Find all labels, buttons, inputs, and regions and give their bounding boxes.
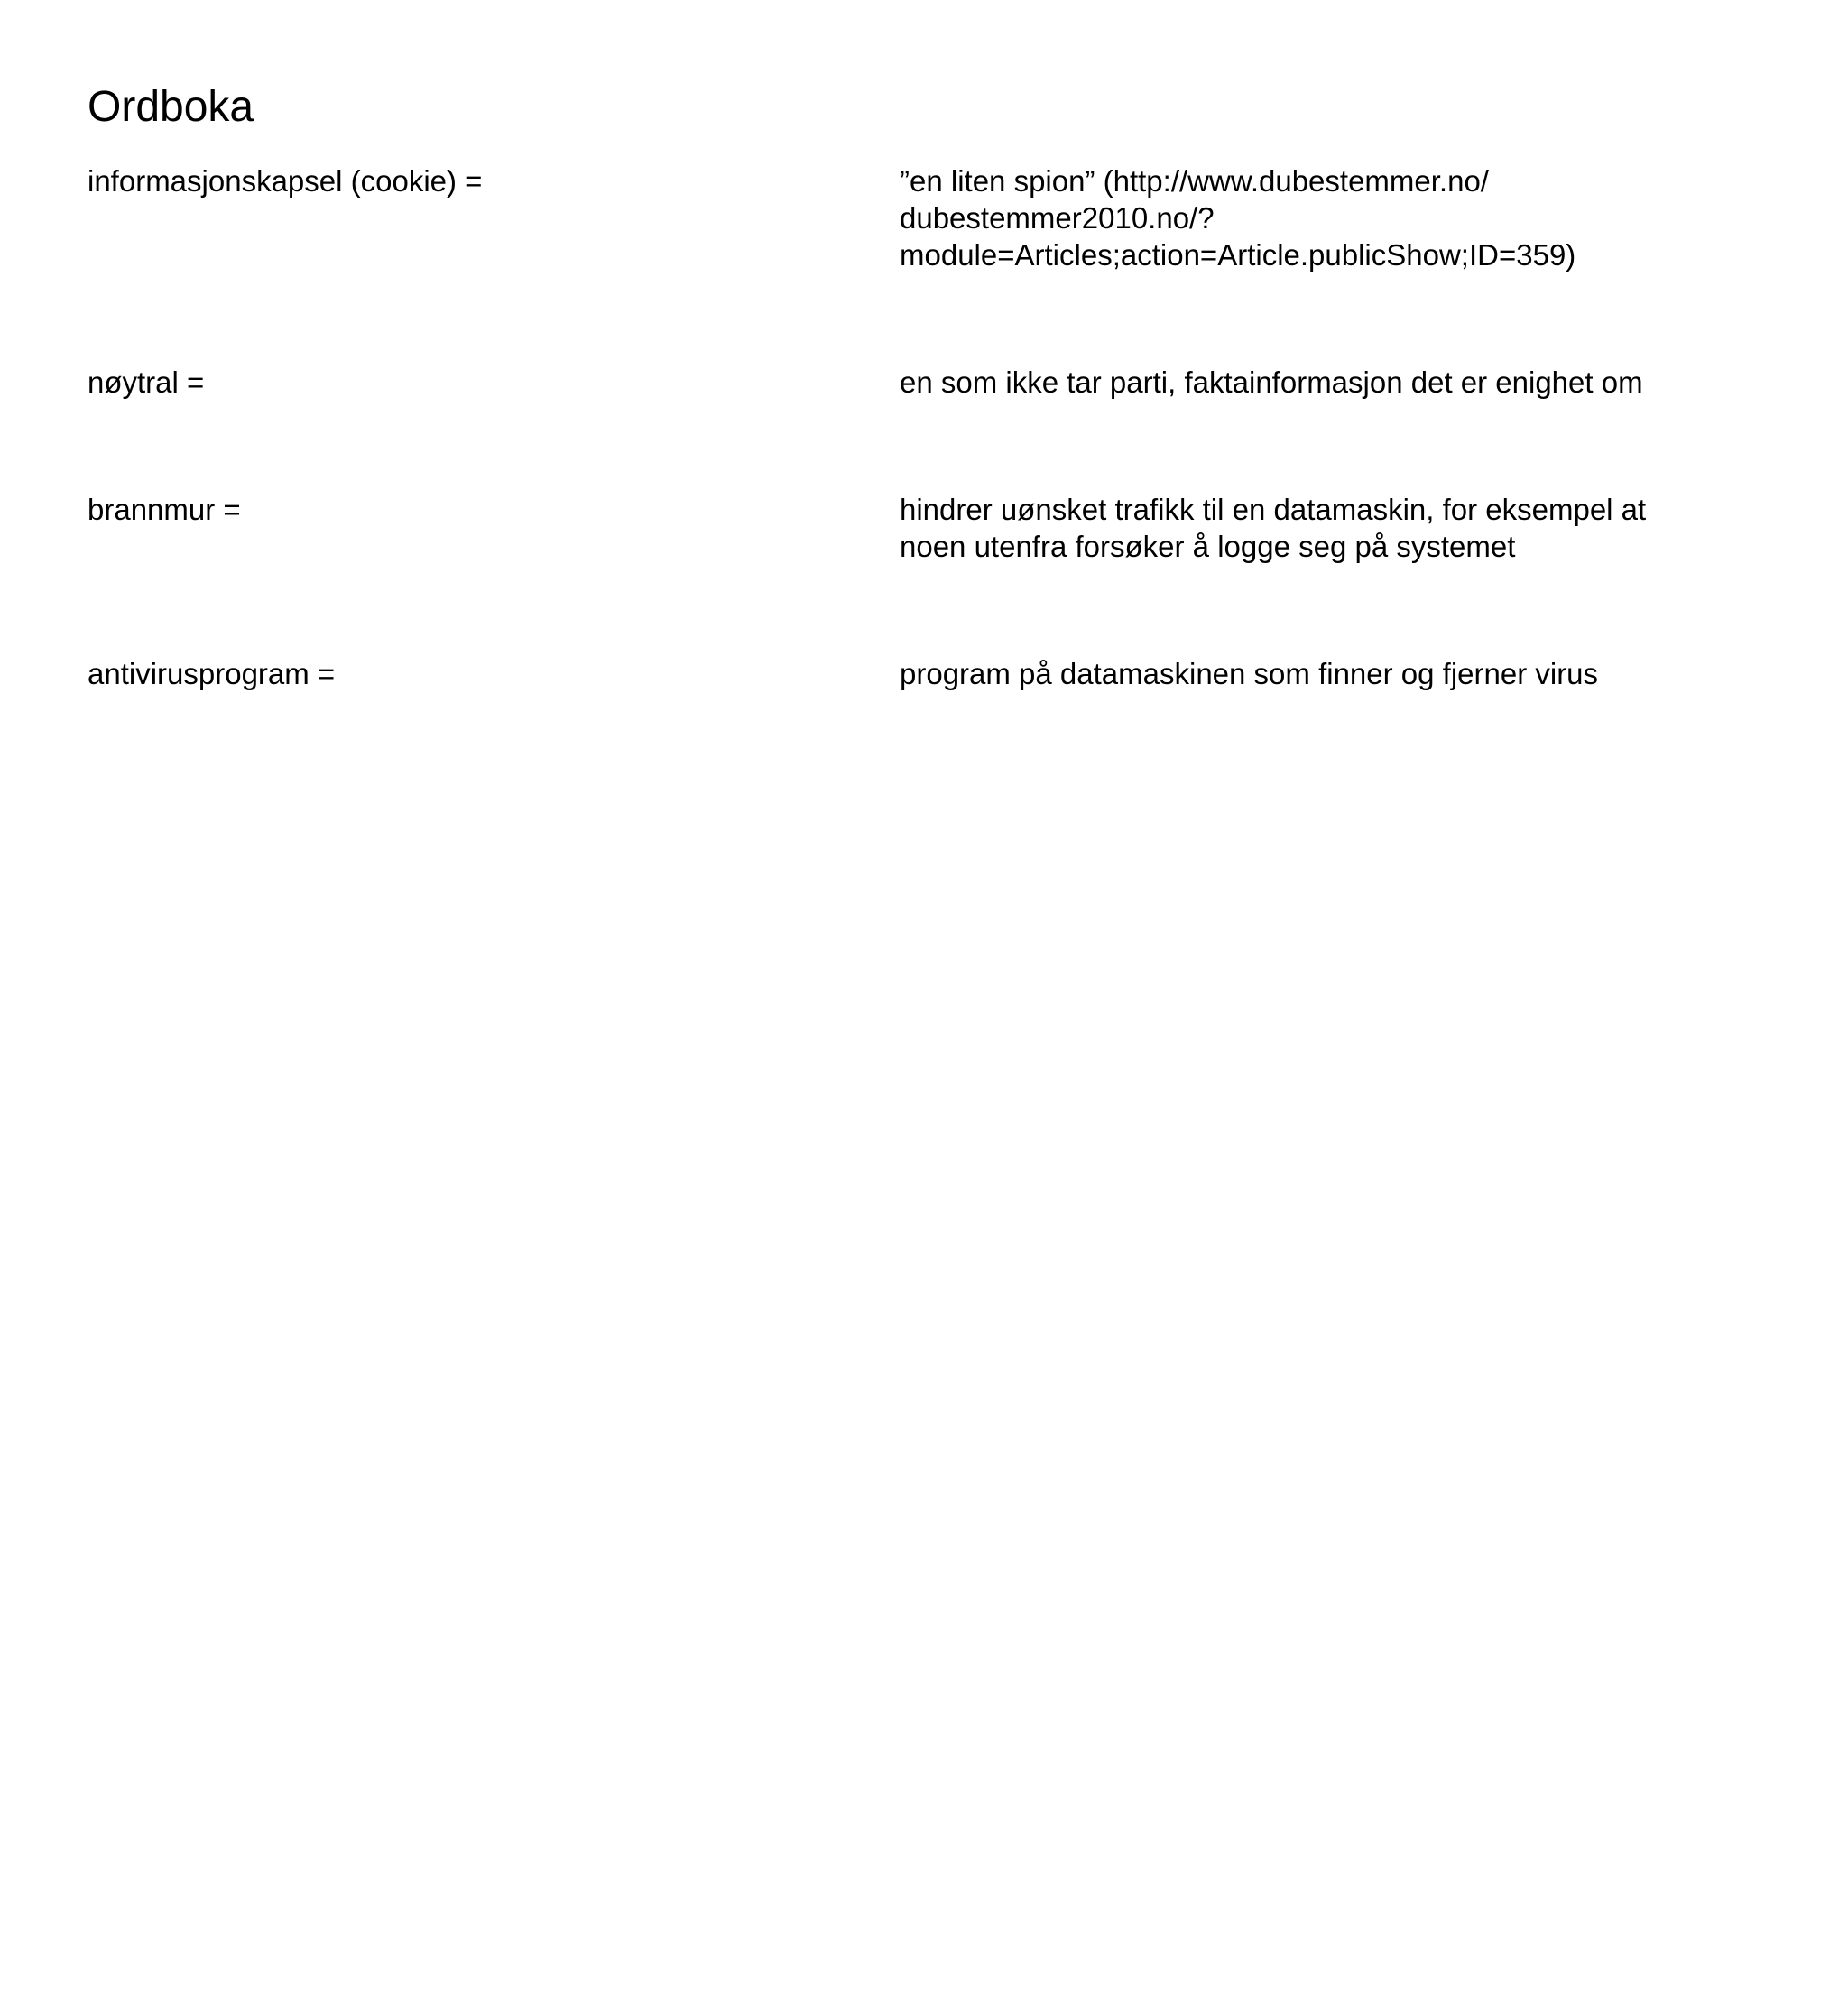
glossary-definition (900, 364, 1712, 401)
glossary-term: nøytral = (88, 365, 205, 399)
glossary-definition (900, 162, 1712, 273)
glossary-term: antivirusprogram = (88, 657, 336, 690)
definition-line: en som ikke tar parti, faktainformasjon det er enighet om (900, 365, 1643, 399)
glossary-definition (900, 655, 1712, 692)
glossary-term: informasjonskapsel (cookie) = (88, 164, 483, 198)
definition-line: program på datamaskinen som finner og fjerner virus (900, 657, 1599, 690)
glossary-term: brannmur = (88, 493, 241, 526)
glossary-definition (900, 491, 1712, 565)
definition-line: module=Articles;action=Article.publicShow;ID=359) (900, 238, 1576, 272)
definition-line: dubestemmer2010.no/? (900, 201, 1215, 235)
definition-line: hindrer uønsket trafikk til en datamaskin, for eksempel at (900, 493, 1647, 526)
page-title: Ordboka (88, 83, 254, 131)
definition-line: noen utenfra forsøker å logge seg på systemet (900, 530, 1516, 563)
definition-line: ”en liten spion” (http://www.dubestemmer.no/ (900, 164, 1489, 198)
